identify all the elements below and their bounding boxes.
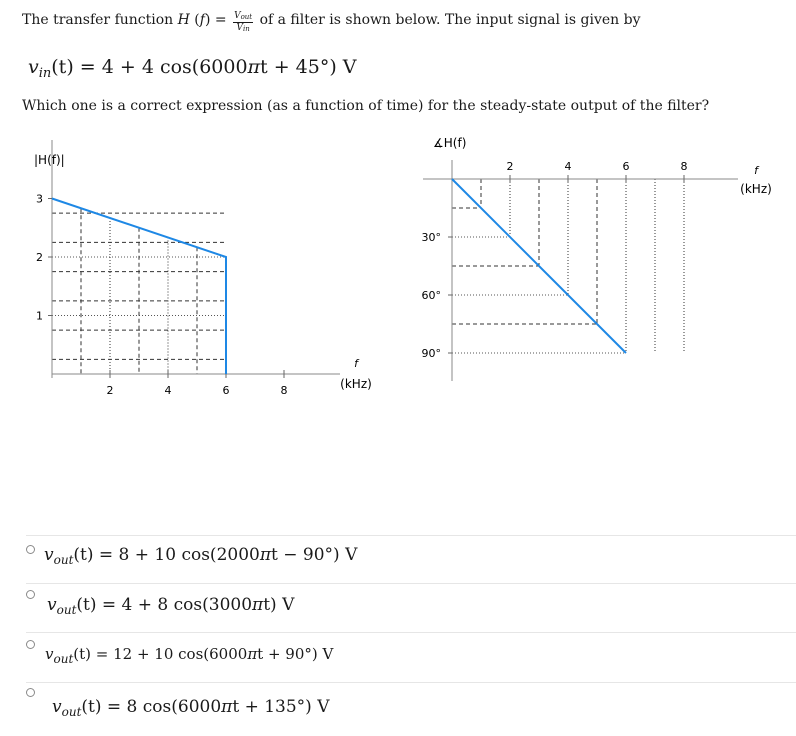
magnitude-xlabel-unit: (kHz) (340, 377, 372, 391)
option-4-label[interactable]: $v_{out}(t) = 8$ cos(6000πt + 135°) V (52, 697, 330, 719)
transfer-fraction: $\frac{V_{out}}{V_{in}}$ (234, 11, 253, 33)
phase-x-tick-label: 6 (622, 160, 630, 173)
magnitude-x-tick-label: 6 (222, 384, 230, 397)
option-divider (26, 535, 796, 536)
option-1-label[interactable]: $v_{out}(t) = 8 + 10$ cos(2000πt − 90°) V (44, 545, 358, 567)
magnitude-xlabel-f: f (354, 357, 358, 370)
option-3-label[interactable]: $v_{out}(t) = 12 + 10$ cos(6000πt + 90°) V (45, 645, 334, 666)
h-symbol: H (177, 12, 190, 28)
phase-y-tick-label: 30° (421, 231, 441, 244)
magnitude-y-tick-label: 1 (36, 309, 43, 323)
magnitude-x-tick-label: 8 (280, 384, 288, 397)
option-3-radio[interactable] (26, 640, 35, 649)
intro-before: The transfer function (22, 12, 174, 28)
option-divider (26, 583, 796, 584)
magnitude-title: |H(f)| (34, 153, 65, 167)
magnitude-y-tick-label: 3 (36, 192, 43, 206)
magnitude-x-tick-label: 2 (106, 384, 114, 397)
option-4-radio[interactable] (26, 688, 35, 697)
magnitude-plot (0, 140, 400, 410)
question-intro: The transfer function H (f) = $\frac{V_{out}}{V_{in}}$ of a filter is shown below. The input signal is given by (22, 11, 641, 33)
phase-series-line (452, 179, 626, 353)
option-divider (26, 682, 796, 683)
phase-y-tick-label: 60° (421, 289, 441, 302)
input-signal-equation: $v_{in}(t) = 4 + 4$ cos(6000πt + 45°) V (28, 56, 357, 81)
phase-x-tick-label: 2 (506, 160, 514, 173)
equals-sign: = (214, 12, 227, 28)
phase-title: ∡H(f) (433, 136, 467, 150)
phase-xlabel-unit: (kHz) (740, 182, 772, 196)
intro-after: of a filter is shown below. The input signal is given by (259, 12, 641, 28)
magnitude-grid (52, 208, 226, 374)
phase-x-tick-label: 8 (680, 160, 688, 173)
magnitude-x-tick-label: 4 (164, 384, 172, 397)
phase-xlabel-f: f (754, 164, 758, 177)
f-symbol: f (199, 12, 205, 28)
option-1-radio[interactable] (26, 545, 35, 554)
option-2-radio[interactable] (26, 590, 35, 599)
option-2-label[interactable]: $v_{out}(t) = 4 + 8$ cos(3000πt) V (47, 595, 295, 617)
phase-x-tick-label: 4 (564, 160, 572, 173)
phase-plot (400, 130, 796, 390)
phase-grid (452, 179, 684, 353)
phase-y-tick-label: 90° (421, 347, 441, 360)
question-ask: Which one is a correct expression (as a function of time) for the steady-state output of the filter? (22, 98, 710, 114)
option-divider (26, 632, 796, 633)
magnitude-y-tick-label: 2 (36, 251, 43, 264)
